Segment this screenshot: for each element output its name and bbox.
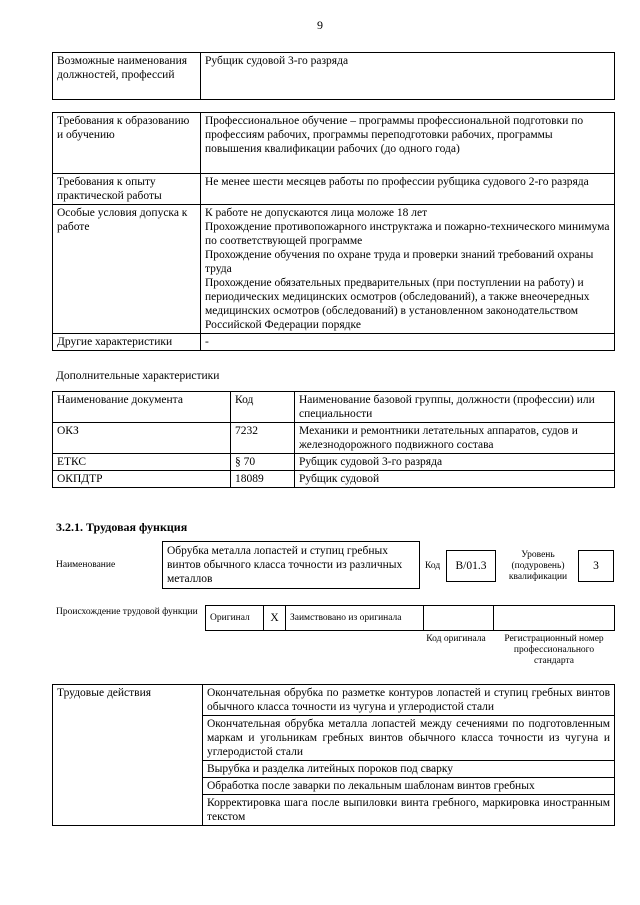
group-name-cell: Рубщик судовой	[295, 471, 615, 488]
original-label: Оригинал	[206, 606, 264, 631]
actions-table	[52, 684, 615, 826]
action-item: Окончательная обрубка по разметке контуров лопастей и ступиц гребных винтов обычного класса точности из чугуна и углеродистой стали	[203, 685, 615, 716]
code-original-cell	[424, 606, 494, 631]
doc-name-cell: ЕТКС	[53, 454, 231, 471]
additional-header-row	[53, 392, 615, 423]
page-number: 9	[317, 18, 323, 32]
code-box	[446, 550, 496, 582]
level-value: 3	[593, 560, 599, 572]
origin-label: Происхождение трудовой функции	[56, 607, 198, 617]
action-item: Окончательная обрубка металла лопастей между сечениями по подготовленным маркам и угольникам гребных винтов обычного класса точности из чугуна и углеродистой стали	[203, 716, 615, 761]
code-cell: 18089	[231, 471, 295, 488]
positions-label: Возможные наименования должностей, профессий	[53, 53, 201, 100]
requirement-text: К работе не допускаются лица моложе 18 лет	[205, 207, 428, 219]
additional-title: Дополнительные характеристики	[56, 370, 220, 382]
requirement-text: Прохождение обязательных предварительных (при поступлении на работу) и периодических медицинских осмотров (обследований), а также внеочередных медицинских осмотров (обследований) в установленном законодательством Российской Федерации порядке	[205, 277, 590, 331]
positions-table	[52, 52, 615, 100]
header-cell: Код	[231, 392, 295, 423]
requirement-text: Прохождение обучения по охране труда и проверки знаний требований охраны труда	[205, 249, 594, 275]
origin-table	[205, 605, 615, 631]
requirement-text: Прохождение противопожарного инструктажа и пожарно-технического минимума по соответствующей программе	[205, 221, 610, 247]
action-item: Вырубка и разделка литейных пороков под сварку	[203, 761, 615, 778]
requirement-label: Другие характеристики	[53, 334, 201, 351]
requirements-row-other	[53, 334, 615, 351]
code-cell: § 70	[231, 454, 295, 471]
doc-name-cell: ОКПДТР	[53, 471, 231, 488]
requirement-label: Особые условия допуска к работе	[53, 205, 201, 334]
section-title: 3.2.1. Трудовая функция	[56, 520, 188, 534]
additional-table	[52, 391, 615, 488]
group-name-cell: Рубщик судовой 3-го разряда	[295, 454, 615, 471]
actions-label: Трудовые действия	[53, 685, 203, 826]
requirements-table	[52, 112, 615, 351]
requirement-label: Требования к образованию и обучению	[53, 113, 201, 174]
requirements-row-experience	[53, 174, 615, 205]
positions-row	[53, 53, 615, 100]
level-box	[578, 550, 614, 582]
doc-name-cell: ОКЗ	[53, 423, 231, 454]
requirement-text: Профессиональное обучение – программы профессиональной подготовки по профессиям рабочих, программы переподготовки рабочих, программы повышения квалификации рабочих (до одного года)	[205, 115, 584, 155]
requirements-row-education	[53, 113, 615, 174]
code-cell: 7232	[231, 423, 295, 454]
action-item: Обработка после заварки по лекальным шаблонам винтов гребных	[203, 778, 615, 795]
origin-row	[206, 606, 615, 631]
group-name-cell: Механики и ремонтники летательных аппаратов, судов и железнодорожного подвижного состава	[295, 423, 615, 454]
code-value: B/01.3	[455, 560, 487, 572]
header-cell: Наименование документа	[53, 392, 231, 423]
requirement-text: -	[205, 336, 209, 348]
table-row	[53, 685, 615, 716]
function-name-value: Обрубка металла лопастей и ступиц гребных винтов обычного класса точности из различных металлов	[167, 545, 403, 585]
header-cell: Наименование базовой группы, должности (профессии) или специальности	[295, 392, 615, 423]
code-original-caption: Код оригинала	[426, 634, 486, 644]
requirement-text: Не менее шести месяцев работы по профессии рубщика судового 2-го разряда	[205, 176, 589, 188]
table-row	[53, 471, 615, 488]
reg-number-cell	[494, 606, 615, 631]
function-name-box	[162, 541, 420, 589]
code-label: Код	[425, 561, 441, 571]
requirement-label: Требования к опыту практической работы	[53, 174, 201, 205]
action-item: Корректировка шага после выпиловки винта гребного, маркировка иностранным текстом	[203, 795, 615, 826]
name-label: Наименование	[56, 560, 116, 570]
borrowed-label: Заимствовано из оригинала	[286, 606, 424, 631]
table-row	[53, 454, 615, 471]
level-label: Уровень (подуровень) квалификации	[508, 550, 568, 582]
requirements-row-special	[53, 205, 615, 334]
table-row	[53, 423, 615, 454]
positions-value: Рубщик судовой 3-го разряда	[201, 53, 615, 100]
reg-number-caption: Регистрационный номер профессионального стандарта	[504, 634, 604, 666]
original-mark: X	[264, 606, 286, 631]
